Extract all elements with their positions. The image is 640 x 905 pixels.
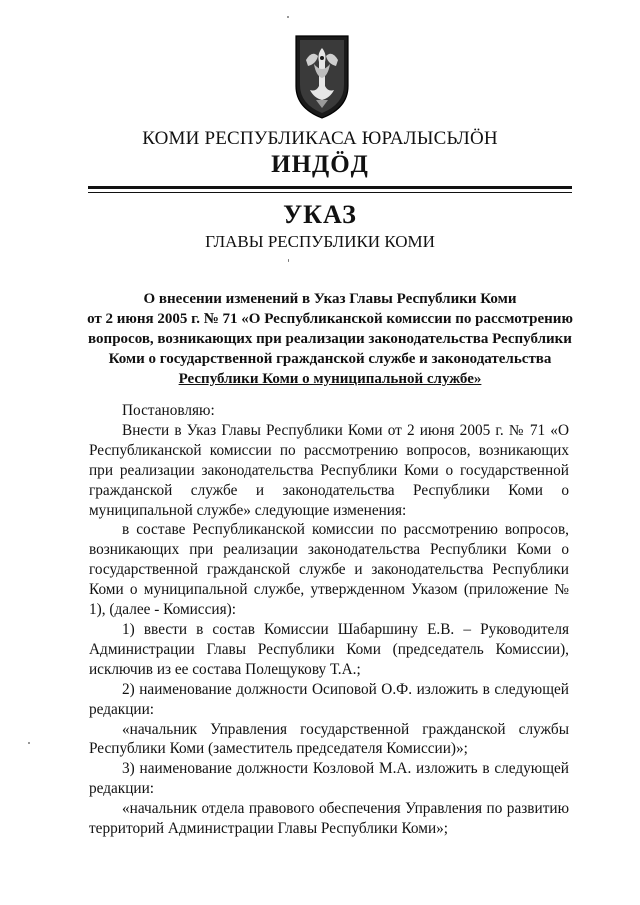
scan-speck <box>288 259 289 262</box>
decree-title-line: от 2 июня 2005 г. № 71 «О Республиканской комиссии по рассмотрению <box>87 311 573 327</box>
document-type-komi: ИНДÖД <box>271 151 369 178</box>
body-paragraph: 3) наименование должности Козловой М.А. изложить в следующей редакции: <box>89 760 569 798</box>
issuing-authority: ГЛАВЫ РЕСПУБЛИКИ КОМИ <box>205 232 435 251</box>
header-divider-thick <box>88 186 572 189</box>
komi-coat-of-arms-emblem <box>294 34 350 120</box>
body-paragraph: «начальник Управления государственной гражданской службы Республики Коми (заместитель председателя Комиссии)»; <box>89 720 569 758</box>
decree-title-line: вопросов, возникающих при реализации законодательства Республики <box>88 331 572 347</box>
decree-title <box>80 289 580 389</box>
scan-speck <box>287 16 289 18</box>
header-divider-thin <box>88 192 572 193</box>
body-paragraph: 2) наименование должности Осиповой О.Ф. изложить в следующей редакции: <box>89 680 569 718</box>
body-paragraph: Внести в Указ Главы Республики Коми от 2 июня 2005 г. № 71 «О Республиканской комиссии по рассмотрению вопросов, возникающих при реализации законодательства Республики Коми о государственной гражданской службе и законодательства Республики Коми о муниципальной службе» следующие изменения: <box>89 421 569 519</box>
body-paragraph: «начальник отдела правового обеспечения Управления по развитию территорий Администрации Главы Республики Коми»; <box>89 800 569 838</box>
decree-title-line: Коми о государственной гражданской службе и законодательства <box>108 351 552 367</box>
decree-title-line: О внесении изменений в Указ Главы Республики Коми <box>143 291 517 307</box>
document-type-title: УКАЗ <box>283 200 357 229</box>
body-paragraph: 1) ввести в состав Комиссии Шабаршину Е.В. – Руководителя Администрации Главы Республики Коми (председатель Комиссии), исключив из ее состава Полещукову Т.А.; <box>89 620 569 678</box>
scan-speck <box>28 742 30 744</box>
body-paragraph: в составе Республиканской комиссии по рассмотрению вопросов, возникающих при реализации законодательства Республики Коми о государственной гражданской службе и законодательства Республики Коми о муниципальной службе, утвержденном Указом (приложение № 1), (далее - Комиссия): <box>89 521 569 619</box>
decree-title-line: Республики Коми о муниципальной службе» <box>178 371 482 387</box>
decree-body <box>89 401 569 839</box>
body-paragraph: Постановляю: <box>122 402 215 419</box>
republic-name-komi: КОМИ РЕСПУБЛИКАСА ЮРАЛЫСЬЛÖН <box>142 128 498 149</box>
